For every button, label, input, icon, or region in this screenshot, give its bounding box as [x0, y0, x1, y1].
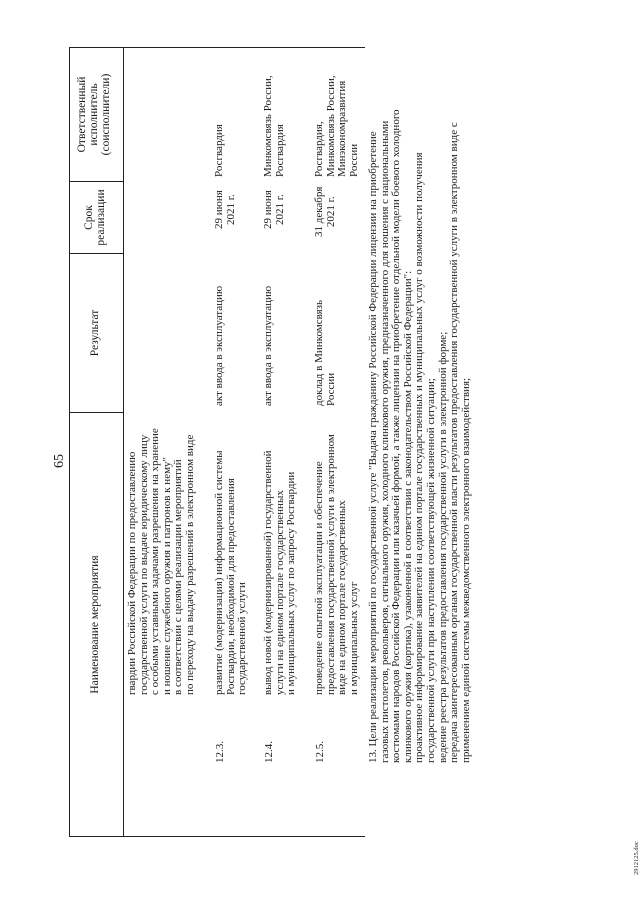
table-left-rule [69, 836, 365, 837]
row-number: 12.3. [214, 741, 226, 763]
header-executor: Ответственный исполнитель (соисполнители) [76, 73, 112, 156]
row-executor: Минкомсвязь России, Росгвардия [262, 75, 286, 177]
row-result: доклад в Минкомсвязь России [313, 299, 337, 406]
footer-filename: 2912125.doc [633, 841, 640, 875]
header-deadline: Срок реализации [83, 189, 107, 246]
row-deadline: 31 декабря 2021 г. [313, 186, 337, 237]
row-number: 12.4. [263, 741, 275, 763]
row-deadline: 29 июня 2021 г. [213, 190, 237, 229]
continuation-text: гвардии Российской Федерации по предоставлению государственной услуги по выдаче юридическому лицу с особыми уставными задачами разрешения на хранение и ношение служебного оружия и патронов к нему" в соответствии с целями реализации мероприятий по переходу на выдачу разрешений в электронном виде [126, 428, 196, 695]
table-right-rule [69, 47, 365, 48]
page-number: 65 [52, 454, 67, 468]
header-bottom-rule [123, 47, 124, 837]
row-result: акт ввода в эксплуатацию [213, 285, 225, 406]
header-result: Результат [89, 309, 101, 357]
row-number: 12.5. [314, 741, 326, 763]
row-executor: Росгвардия [213, 124, 225, 177]
header-name: Наименование мероприятия [89, 555, 101, 694]
row-name: проведение опытной эксплуатации и обеспечение предоставления государственной услуги в электронном виде на едином портале государственных и муниципальных услуг [313, 434, 360, 695]
row-deadline: 29 июня 2021 г. [262, 190, 286, 229]
table-top-rule [69, 47, 70, 837]
row-executor: Росгвардия, Минкомсвязь России, Минэкономразвития России [313, 75, 360, 177]
row-name: развитие (модернизация) информационной системы Росгвардии, необходимой для предоставления государственной услуги [213, 450, 249, 695]
row-result: акт ввода в эксплуатацию [262, 285, 274, 406]
row-name: вывод новой (модернизированной) государственной услуги на едином портале государственных и муниципальных услуг по запросу Росгвардии [262, 450, 298, 695]
section-13-text: 13. Цели реализации мероприятий по государственной услуге "Выдача гражданину Российской Федерации лицензии на приобретение газовых пистолетов, револьверов, сигнального оружия, холодного клинкового оружия, предназначенного для ношения с национальными костюмами народов Российской Федерации или казачьей формой, а также лицензии на приобретение отдельной модели боевого холодного клинкового оружия (кортика), узаконенной в соответствии с законодательством Российской Федерации": проактивное информирование заявителей на едином портале государственных и муниципальных услуг о возможности получения государственной услуги при наступлении соответствующей жизненной ситуации; ведение реестра результатов предоставления государственной услуги в электронной форме; передача заинтересованным органам государственной власти результатов предоставления государственной услуги в электронном виде с применением единой системы межведомственного электронного взаимодействия; [367, 109, 472, 763]
